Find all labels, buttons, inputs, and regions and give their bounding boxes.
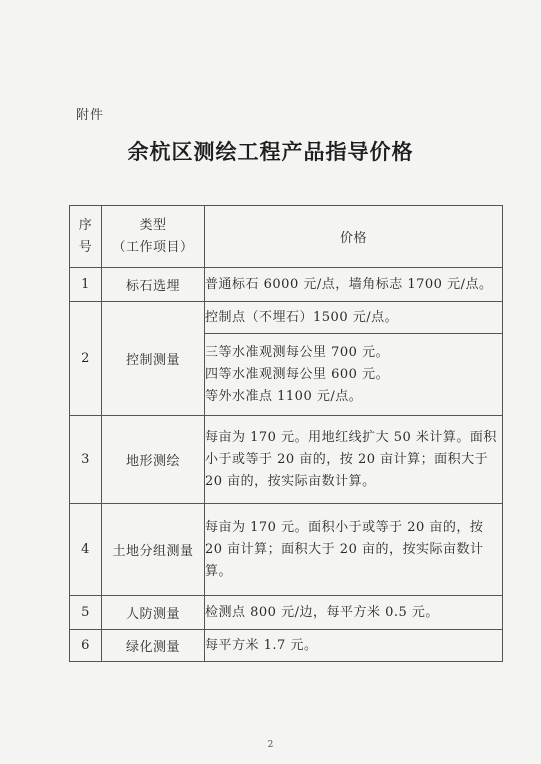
table-row — [70, 596, 503, 630]
header-type — [102, 206, 205, 268]
row-type: 地形测绘 — [102, 416, 205, 504]
page-number: 2 — [267, 740, 274, 750]
row-price-part-a: 控制点（不埋石）1500 元/点。 — [205, 302, 503, 334]
price-table — [69, 205, 503, 662]
table-header-row — [70, 206, 503, 268]
price-line: 等外水准点 1100 元/点。 — [205, 388, 363, 404]
row-price: 检测点 800 元/边，每平方米 0.5 元。 — [205, 596, 503, 630]
attachment-label: 附件 — [76, 108, 105, 123]
row-type: 绿化测量 — [102, 630, 205, 662]
header-no-line2: 号 — [78, 239, 93, 255]
row-price: 每亩为 170 元。面积小于或等于 20 亩的，按 20 亩计算；面积大于 20 亩的，按实际亩数计算。 — [205, 504, 503, 596]
row-price: 普通标石 6000 元/点，墙角标志 1700 元/点。 — [205, 268, 503, 302]
price-line: 三等水准观测每公里 700 元。 — [205, 344, 390, 360]
row-number: 1 — [70, 268, 102, 302]
row-type: 人防测量 — [102, 596, 205, 630]
row-number: 5 — [70, 596, 102, 630]
header-no — [70, 206, 102, 268]
page-title: 余杭区测绘工程产品指导价格 — [127, 139, 414, 164]
row-number: 2 — [70, 302, 102, 416]
row-price-part-b — [205, 334, 503, 416]
row-number: 4 — [70, 504, 102, 596]
row-type: 控制测量 — [102, 302, 205, 416]
header-type-line1: 类型 — [139, 217, 167, 233]
row-price: 每亩为 170 元。用地红线扩大 50 米计算。面积小于或等于 20 亩的，按 20 亩计算；面积大于 20 亩的，按实际亩数计算。 — [205, 416, 503, 504]
price-line: 四等水准观测每公里 600 元。 — [205, 366, 390, 382]
table-row — [70, 268, 503, 302]
table-row — [70, 416, 503, 504]
header-price: 价格 — [205, 206, 503, 268]
row-number: 6 — [70, 630, 102, 662]
row-price: 每平方米 1.7 元。 — [205, 630, 503, 662]
row-number: 3 — [70, 416, 102, 504]
header-type-line2: （工作项目） — [112, 239, 194, 255]
row-type: 土地分组测量 — [102, 504, 205, 596]
table-row — [70, 504, 503, 596]
row-type: 标石选埋 — [102, 268, 205, 302]
table-row — [70, 630, 503, 662]
table-row — [70, 302, 503, 334]
header-no-line1: 序 — [78, 217, 93, 233]
